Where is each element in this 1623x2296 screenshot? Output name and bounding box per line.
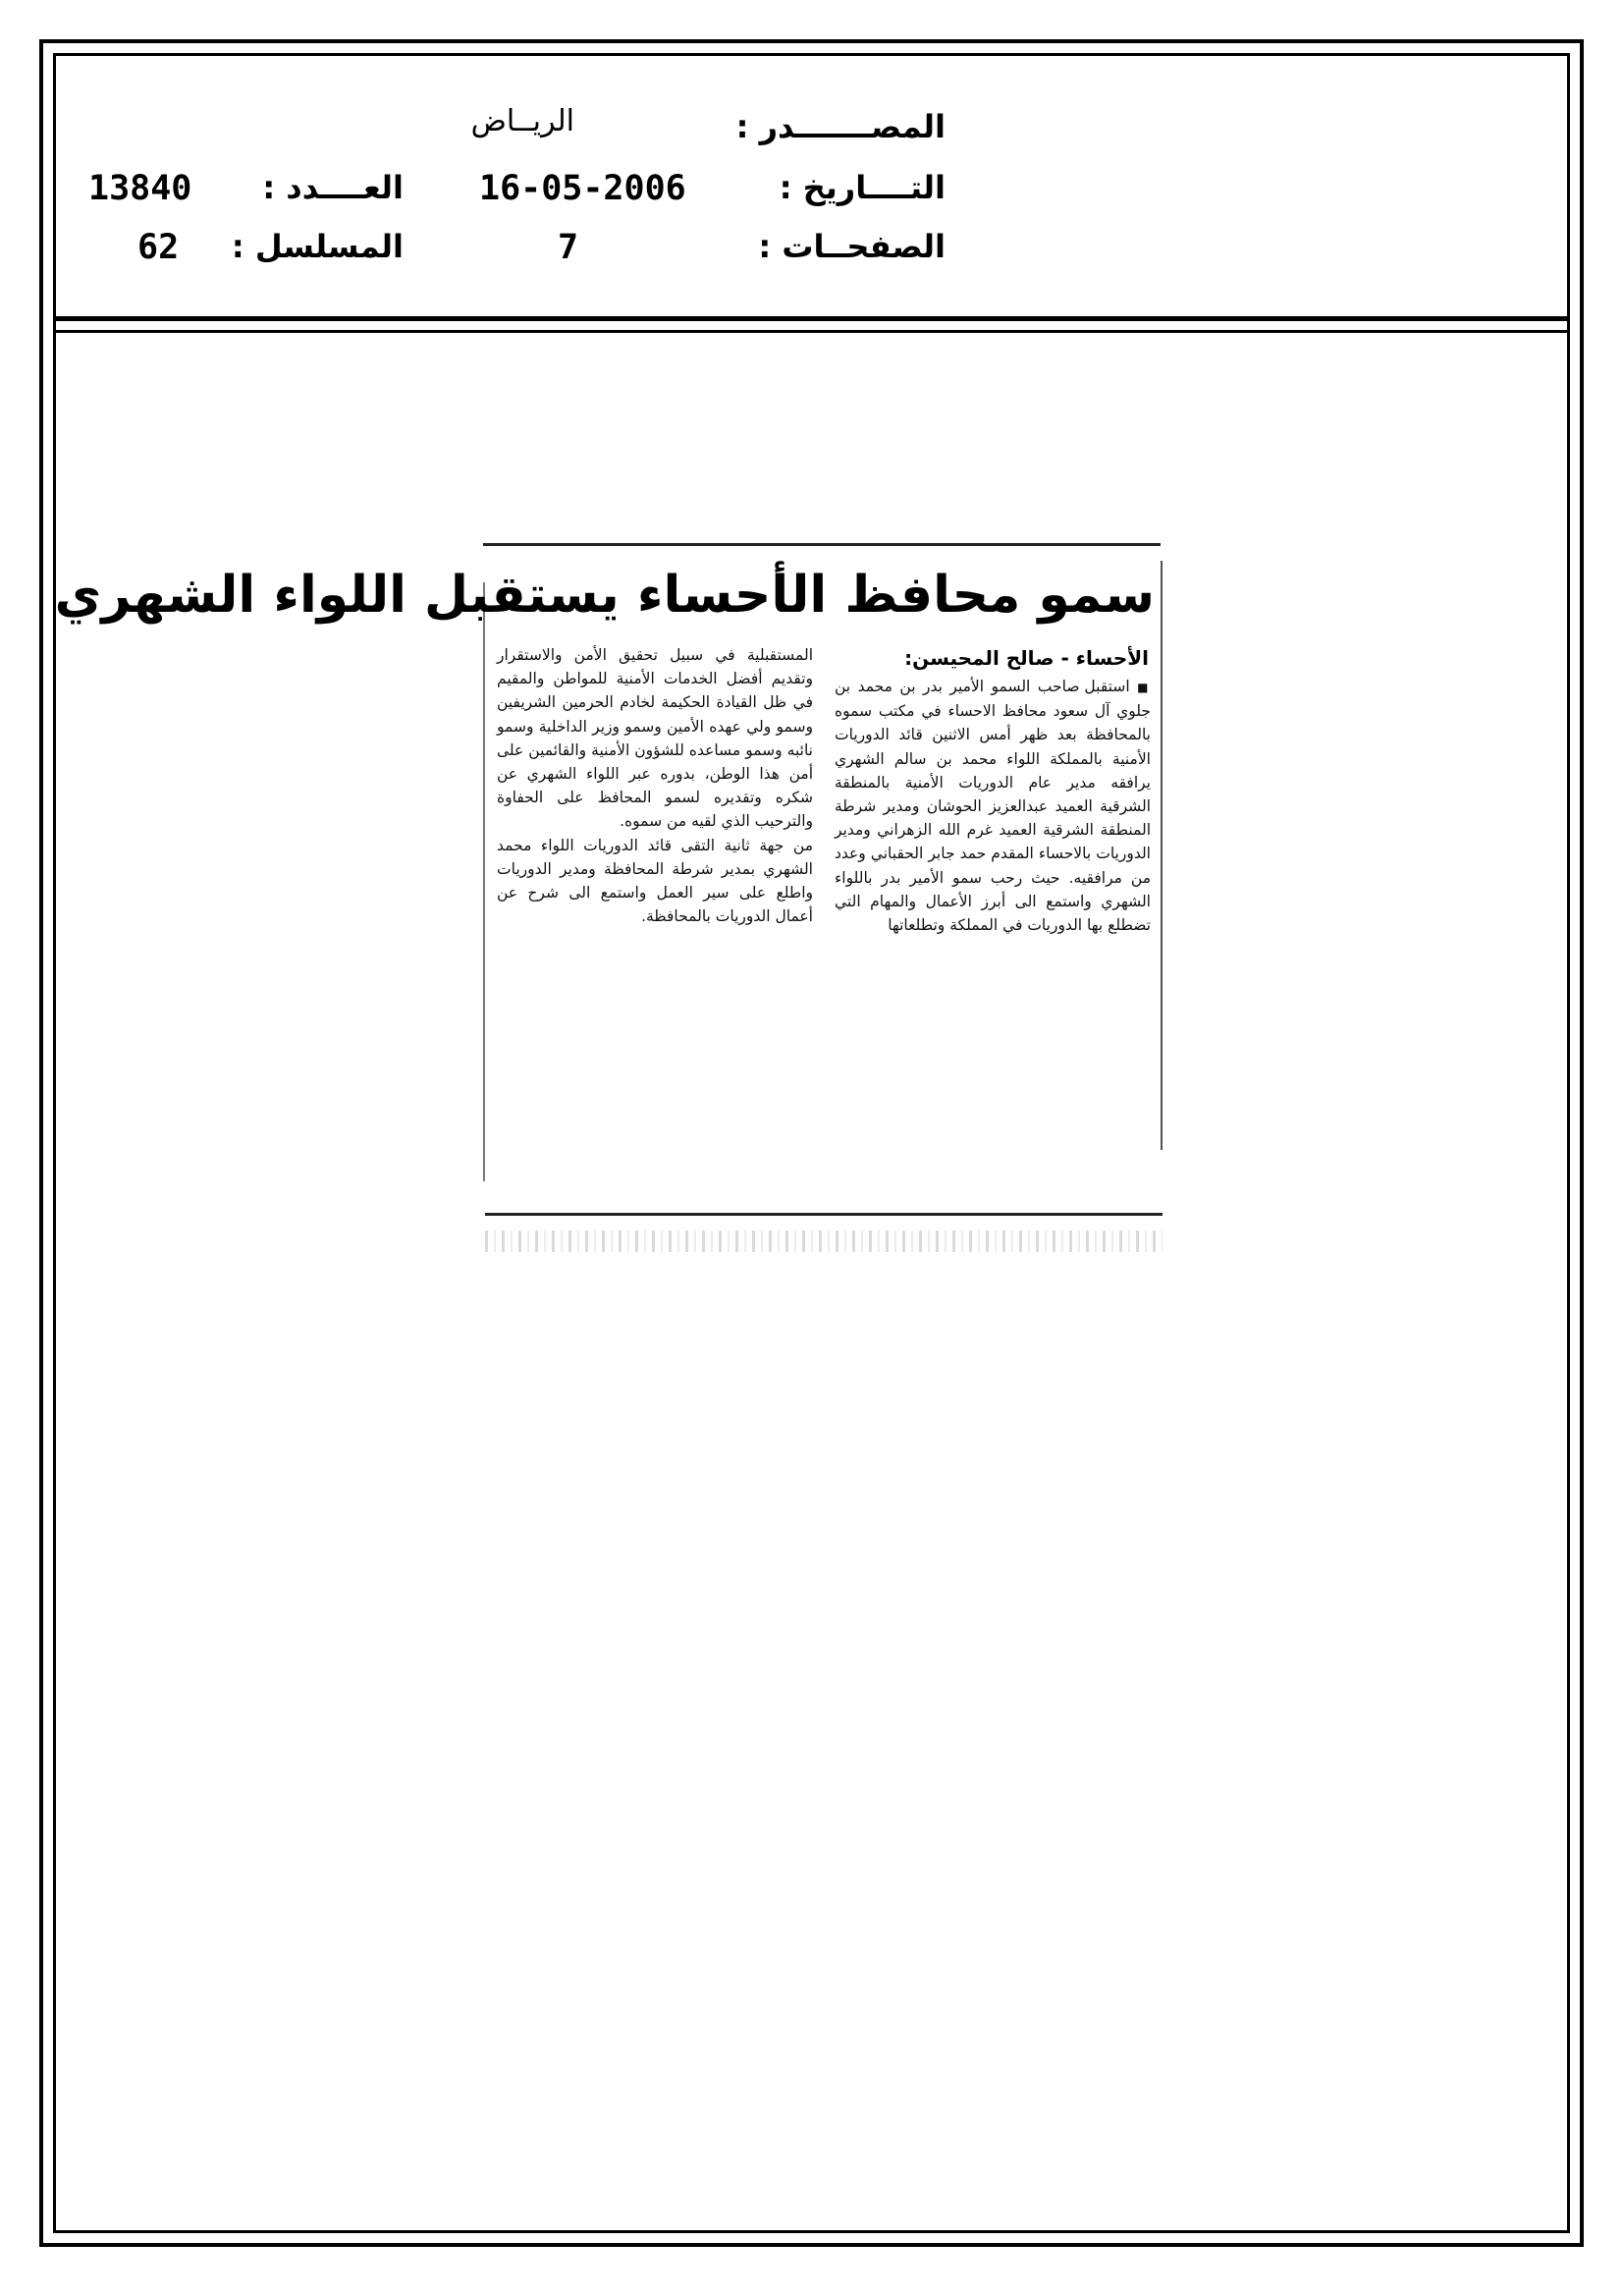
article-column-1 (835, 675, 1151, 937)
serial-label: المسلسل : (231, 228, 404, 265)
clipping-left-rule (483, 582, 485, 1181)
date-label: التــــاريخ : (779, 169, 946, 206)
source-label: المصـــــــدر : (735, 108, 946, 145)
header-divider-thin (53, 330, 1570, 333)
issue-label: العــــدد : (262, 169, 404, 206)
article-column-2 (497, 643, 813, 928)
article-paragraph: من جهة ثانية التقى قائد الدوريات اللواء محمد الشهري بمدير شرطة المحافظة ومدير الدوريات واطلع على سير العمل واستمع الى شرح عن أعمال الدوريات بالمحافظة. (497, 836, 813, 926)
clipping-bottom-rule (485, 1213, 1163, 1216)
source-value: الريــاض (470, 104, 574, 138)
date-value: 16-05-2006 (479, 169, 686, 208)
bullet-icon: ■ (1137, 681, 1151, 694)
scan-noise-strip (485, 1230, 1163, 1252)
pages-label: الصفحــات : (758, 228, 946, 265)
clipping-right-rule (1161, 561, 1163, 1150)
article-headline: سمو محافظ الأحساء يستقبل اللواء الشهري (54, 566, 1155, 625)
article-text: استقبل صاحب السمو الأمير بدر بن محمد بن جلوي آل سعود محافظ الاحساء في مكتب سموه بالمحافظة بعد ظهر أمس الاثنين قائد الدوريات الأمنية بالمملكة اللواء محمد بن سالم الشهري يرافقه مدير عام الدوريات الأمنية بالمنطقة الشرقية العميد عبدالعزيز الحوشان ومدير شرطة المنطقة الشرقية العميد غرم الله الزهراني ومدير الدوريات بالاحساء المقدم حمد جابر الحقباني وعدد من مرافقيه. حيث رحب سمو الأمير بدر باللواء الشهري واستمع الى أبرز الأعمال والمهام التي تضطلع بها الدوريات في المملكة وتطلعاتها (835, 678, 1151, 935)
issue-value: 13840 (88, 169, 192, 208)
article-paragraph: المستقبلية في سبيل تحقيق الأمن والاستقرار وتقديم أفضل الخدمات الأمنية للمواطن والمقيم في ظل القيادة الحكيمة لخادم الحرمين الشريفين وسمو ولي عهده الأمين وسمو وزير الداخلية وسمو نائبه وسمو مساعده للشؤون الأمنية والقائمين على أمن هذا الوطن، بدوره عبر اللواء الشهري عن شكره وتقديره لسمو المحافظ على الحفاوة والترحيب الذي لقيه من سموه. (497, 646, 813, 831)
newspaper-clipping (54, 543, 1166, 1260)
article-byline: الأحساء - صالح المحيسن: (904, 646, 1149, 670)
pages-value: 7 (558, 228, 579, 267)
article-paragraph (835, 675, 1151, 937)
header-divider-thick (53, 316, 1570, 321)
serial-value: 62 (137, 228, 180, 267)
clipping-top-rule (483, 543, 1161, 546)
